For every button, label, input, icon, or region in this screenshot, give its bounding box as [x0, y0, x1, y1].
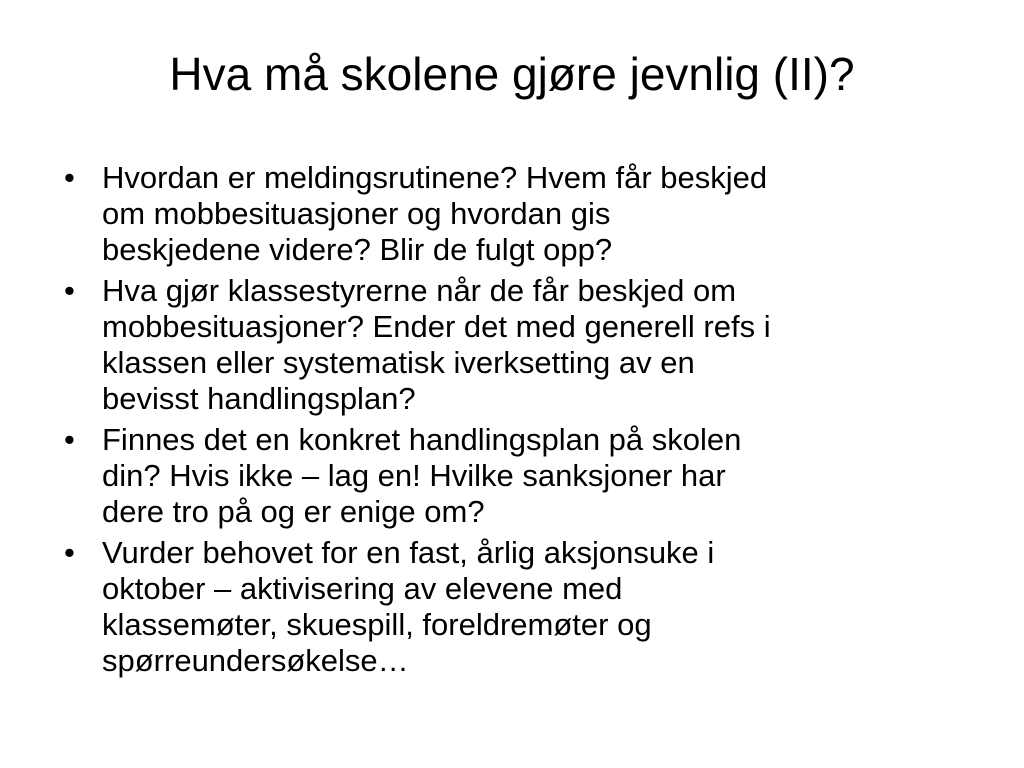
- bullet-line: spørreundersøkelse…: [102, 643, 409, 678]
- bullet-list: [58, 160, 978, 684]
- bullet-line: klassemøter, skuespill, foreldremøter og: [102, 607, 652, 642]
- bullet-text: [102, 273, 771, 416]
- bullet-line: Hvordan er meldingsrutinene? Hvem får beskjed: [102, 160, 768, 195]
- bullet-dot-icon: •: [64, 535, 75, 570]
- bullet-line: oktober – aktivisering av elevene med: [102, 571, 623, 606]
- bullet-item: [58, 160, 978, 268]
- bullet-line: mobbesituasjoner? Ender det med generell refs i: [102, 309, 771, 344]
- bullet-dot-icon: •: [64, 273, 75, 308]
- bullet-item: [58, 273, 978, 417]
- bullet-line: beskjedene videre? Blir de fulgt opp?: [102, 232, 613, 267]
- bullet-line: Vurder behovet for en fast, årlig aksjonsuke i: [102, 535, 715, 570]
- bullet-line: Finnes det en konkret handlingsplan på skolen: [102, 422, 742, 457]
- bullet-line: om mobbesituasjoner og hvordan gis: [102, 196, 611, 231]
- slide-title: Hva må skolene gjøre jevnlig (II)?: [169, 48, 855, 100]
- bullet-line: bevisst handlingsplan?: [102, 381, 416, 416]
- bullet-line: dere tro på og er enige om?: [102, 494, 485, 529]
- bullet-text: [102, 422, 741, 529]
- bullet-line: Hva gjør klassestyrerne når de får beskjed om: [102, 273, 737, 308]
- bullet-line: din? Hvis ikke – lag en! Hvilke sanksjoner har: [102, 458, 726, 493]
- bullet-dot-icon: •: [64, 422, 75, 457]
- bullet-item: [58, 422, 978, 530]
- bullet-text: [102, 160, 767, 267]
- bullet-item: [58, 535, 978, 679]
- bullet-dot-icon: •: [64, 160, 75, 195]
- bullet-text: [102, 535, 714, 678]
- bullet-line: klassen eller systematisk iverksetting av en: [102, 345, 695, 380]
